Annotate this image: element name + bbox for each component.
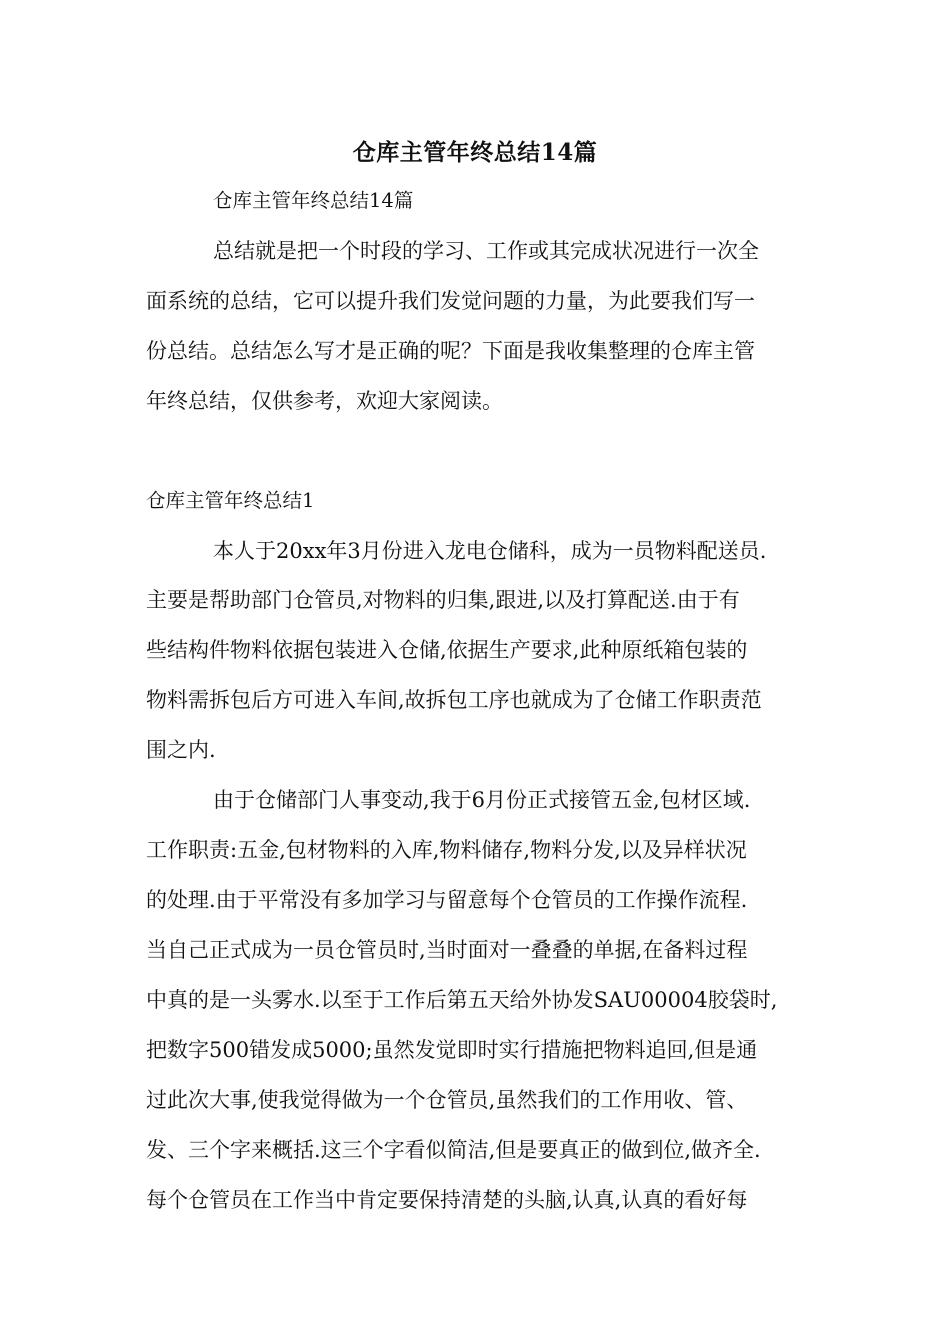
paragraph-line: 的处理.由于平常没有多加学习与留意每个仓管员的工作操作流程.: [146, 888, 748, 912]
document-subtitle: 仓库主管年终总结14篇: [213, 189, 414, 212]
section-heading: 仓库主管年终总结1: [146, 489, 315, 512]
paragraph-line: 由于仓储部门人事变动,我于6月份正式接管五金,包材区域.: [213, 788, 751, 812]
intro-line: 面系统的总结，它可以提升我们发觉问题的力量，为此要我们写一: [146, 289, 755, 313]
paragraph-line: 中真的是一头雾水.以至于工作后第五天给外协发SAU00004胶袋时,: [146, 988, 778, 1012]
paragraph-line: 些结构件物料依据包装进入仓储,依据生产要求,此种原纸箱包装的: [146, 638, 748, 662]
intro-line: 总结就是把一个时段的学习、工作或其完成状况进行一次全: [213, 239, 759, 263]
paragraph-line: 围之内.: [146, 738, 216, 762]
paragraph-line: 发、三个字来概括.这三个字看似简洁,但是要真正的做到位,做齐全.: [146, 1138, 761, 1162]
paragraph-line: 本人于20xx年3月份进入龙电仓储科，成为一员物料配送员.: [213, 539, 767, 563]
paragraph-line: 每个仓管员在工作当中肯定要保持清楚的头脑,认真,认真的看好每: [146, 1188, 748, 1212]
paragraph-line: 主要是帮助部门仓管员,对物料的归集,跟进,以及打算配送.由于有: [146, 588, 740, 612]
paragraph-line: 把数字500错发成5000;虽然发觉即时实行措施把物料追回,但是通: [146, 1038, 758, 1062]
paragraph-line: 过此次大事,使我觉得做为一个仓管员,虽然我们的工作用收、管、: [146, 1088, 748, 1112]
paragraph-line: 当自己正式成为一员仓管员时,当时面对一叠叠的单据,在备料过程: [146, 938, 748, 962]
intro-line: 份总结。总结怎么写才是正确的呢？下面是我收集整理的仓库主管: [146, 339, 755, 363]
paragraph-line: 物料需拆包后方可进入车间,故拆包工序也就成为了仓储工作职责范: [146, 688, 762, 712]
intro-line: 年终总结，仅供参考，欢迎大家阅读。: [146, 389, 503, 413]
paragraph-line: 工作职责:五金,包材物料的入库,物料储存,物料分发,以及异样状况: [146, 838, 747, 862]
document-title: 仓库主管年终总结14篇: [352, 139, 598, 166]
